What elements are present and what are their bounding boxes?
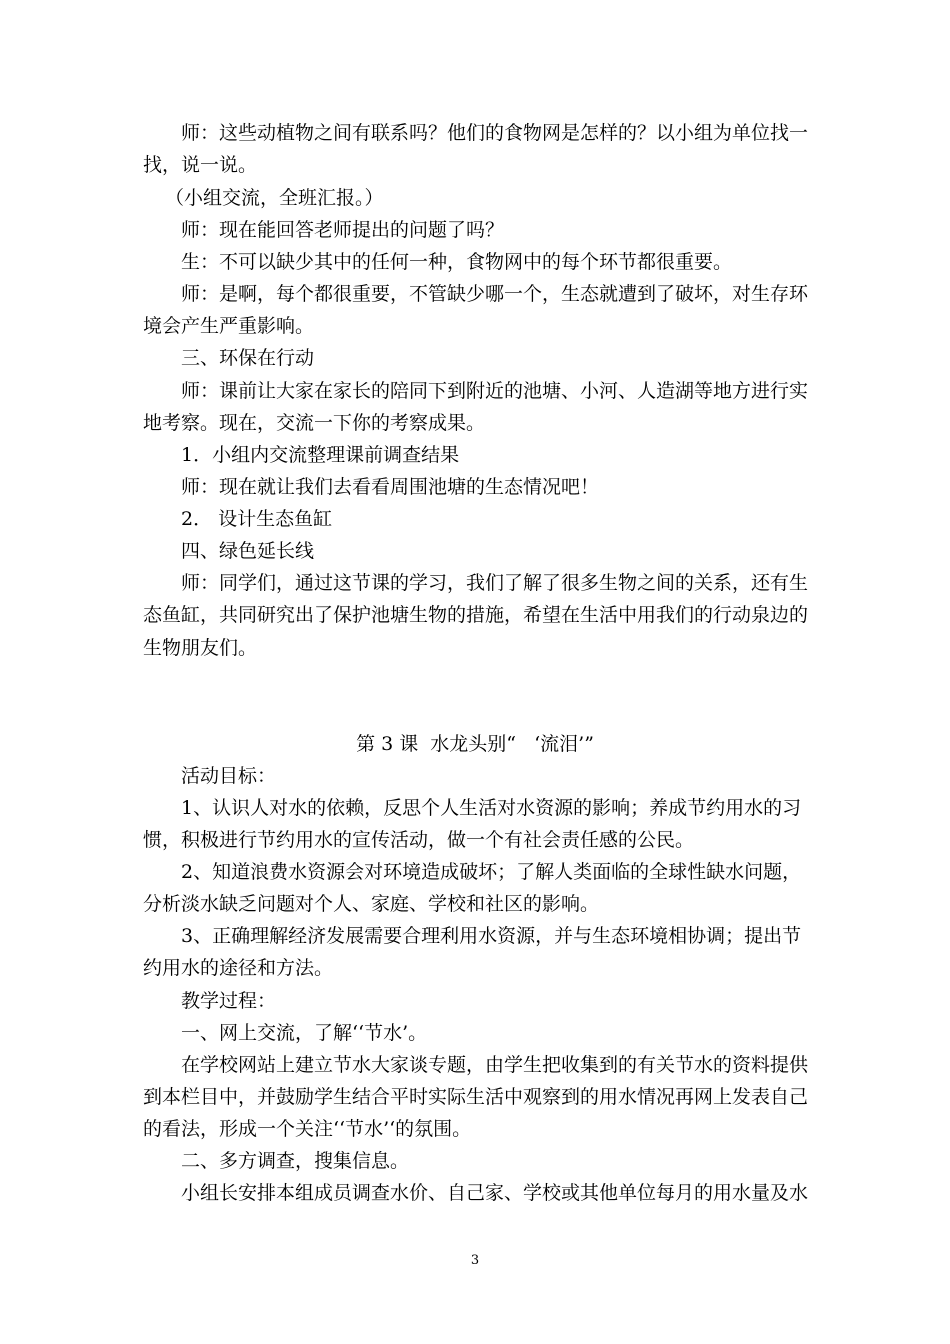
paragraph-line: 分析淡水缺乏问题对个人、家庭、学校和社区的影响。 (143, 893, 600, 915)
paragraph-line: 1、认识人对水的依赖，反思个人生活对水资源的影响；养成节约用水的习 (181, 797, 802, 819)
paragraph-line: 态鱼缸，共同研究出了保护池塘生物的措施，希望在生活中用我们的行动泉边的 (143, 604, 809, 626)
paragraph-line: 生物朋友们。 (143, 637, 258, 659)
paragraph-line: 师：是啊，每个都很重要，不管缺少哪一个，生态就遭到了破坏，对生存环 (181, 283, 809, 305)
section-heading: 一、网上交流，了解‘‘节水’。 (181, 1022, 428, 1044)
paragraph-line: 地考察。现在，交流一下你的考察成果。 (143, 412, 486, 434)
paragraph-line: 小组长安排本组成员调查水价、自己家、学校或其他单位每月的用水量及水 (181, 1182, 809, 1204)
paragraph-line: 生：不可以缺少其中的任何一种，食物网中的每个环节都很重要。 (181, 251, 733, 273)
paragraph-line: 的看法，形成一个关注‘‘节水’‘的氛围。 (143, 1118, 472, 1140)
paragraph-line: 在学校网站上建立节水大家谈专题，由学生把收集到的有关节水的资料提供 (181, 1054, 809, 1076)
section-heading: 教学过程： (181, 990, 277, 1012)
paragraph-line: 师：现在就让我们去看看周围池塘的生态情况吧！ (181, 476, 600, 498)
paragraph-line: 到本栏目中，并鼓励学生结合平时实际生活中观察到的用水情况再网上发表自己 (143, 1086, 809, 1108)
paragraph-line: 师：课前让大家在家长的陪同下到附近的池塘、小河、人造湖等地方进行实 (181, 380, 809, 402)
section-heading: 三、环保在行动 (181, 347, 315, 369)
list-item: 1．小组内交流整理课前调查结果 (181, 444, 460, 466)
paragraph-line: 2、知道浪费水资源会对环境造成破坏；了解人类面临的全球性缺水问题， (181, 861, 802, 883)
page-number: 3 (470, 1253, 480, 1268)
paragraph-line: 师：现在能回答老师提出的问题了吗？ (181, 219, 505, 241)
section-heading: 四、绿色延长线 (181, 540, 315, 562)
paragraph-line: 3、正确理解经济发展需要合理利用水资源，并与生态环境相协调；提出节 (181, 925, 802, 947)
list-item: 2． 设计生态鱼缸 (181, 508, 333, 530)
paragraph-line: （小组交流，全班汇报。） (165, 187, 384, 209)
paragraph-line: 约用水的途径和方法。 (143, 957, 334, 979)
paragraph-line: 境会产生严重影响。 (143, 315, 315, 337)
paragraph-line: 师：这些动植物之间有联系吗？他们的食物网是怎样的？以小组为单位找一 (181, 122, 809, 144)
paragraph-line: 惯，积极进行节约用水的宣传活动，做一个有社会责任感的公民。 (143, 829, 695, 851)
lesson-title: 第 3 课 水龙头别“ ‘流泪’” (356, 733, 594, 755)
paragraph-line: 找，说一说。 (143, 154, 258, 176)
section-heading: 活动目标： (181, 765, 277, 787)
section-heading: 二、多方调查，搜集信息。 (181, 1150, 410, 1172)
paragraph-line: 师：同学们，通过这节课的学习，我们了解了很多生物之间的关系，还有生 (181, 572, 809, 594)
